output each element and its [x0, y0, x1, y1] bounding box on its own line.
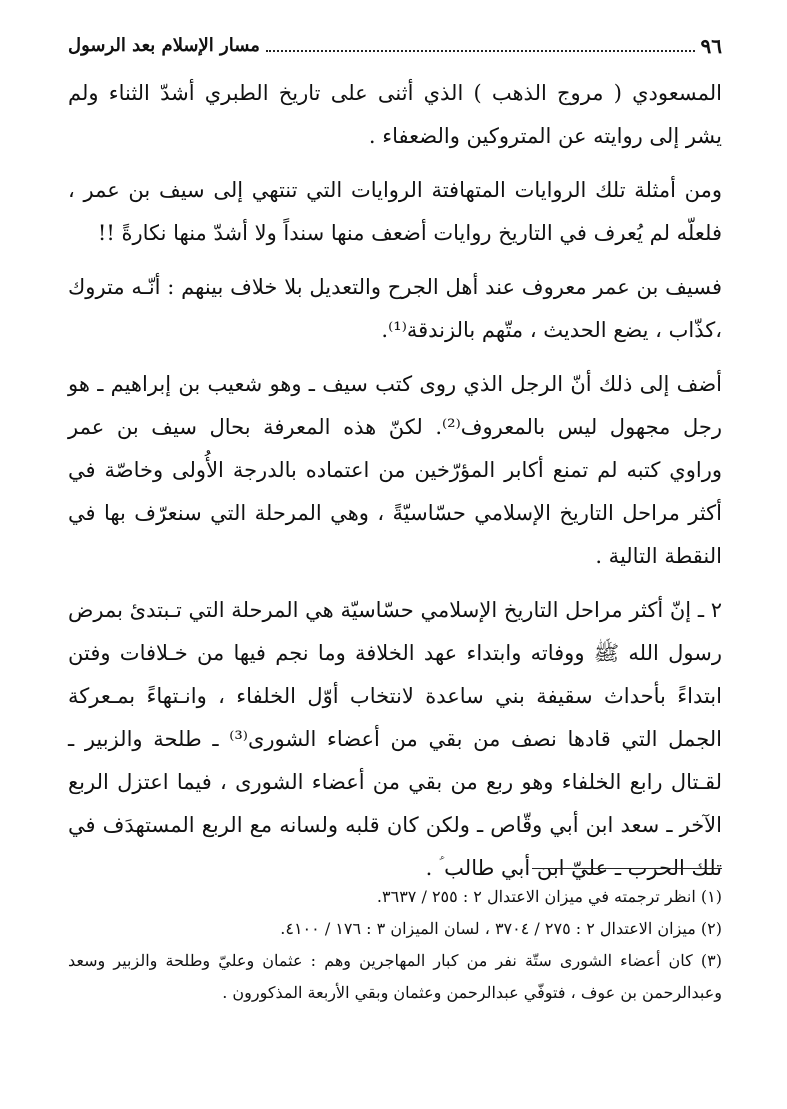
running-title: مسار الإسلام بعد الرسول	[68, 35, 260, 56]
paragraph: فسيف بن عمر معروف عند أهل الجرح والتعديل بلا خلاف بينهم : أنّـه متروك ،كذّاب ، يضع الحديث ، متّهم بالزندقة⁽¹⁾.	[68, 275, 722, 342]
page-number: ٩٦	[700, 34, 722, 58]
footnote-area-wrapper	[68, 0, 722, 1109]
footnotes	[68, 868, 722, 1009]
footnote: (٢) ميزان الاعتدال ٢ : ٢٧٥ / ٣٧٠٤ ، لسان الميزان ٣ : ١٧٦ / ٤١٠٠.	[280, 919, 722, 938]
paragraph: ٢ ـ إنّ أكثر مراحل التاريخ الإسلامي حسّاسيّة هي المرحلة التي تـبتدئ بمرض رسول الله ﷺ ووفاته وابتداء عهد الخلافة وما نجم فيها من خـلافات وفتن ابتداءً بأحداث سقيفة بني ساعدة لانتخاب أوّل الخلفاء ، وانـتهاءً بمـعركة الجمل التي قادها نصف من بقي من أعضاء الشورى⁽³⁾ ـ طلحة والزبير ـ لقـتال رابع الخلفاء وهو ربع من بقي من أعضاء الشورى ، فيما اعتزل الربع الآخر ـ سعد ابن أبي وقّاص ـ ولكن كان قلبه ولسانه مع الربع المستهدَف في تلك الحرب ـ عليّ ابن أبي طالب ؑ .	[68, 598, 722, 880]
paragraph: المسعودي ( مروج الذهب ) الذي أثنى على تاريخ الطبري أشدّ الثناء ولم يشر إلى روايته عن المتروكين والضعفاء .	[68, 81, 722, 148]
paragraph: أضف إلى ذلك أنّ الرجل الذي روى كتب سيف ـ وهو شعيب بن إبراهيم ـ هو رجل مجهول ليس بالمعروف⁽²⁾. لكنّ هذه المعرفة بحال سيف بن عمر وراوي كتبه لم تمنع أكابر المؤرّخين من اعتماده بالدرجة الأُولى وخاصّة في أكثر مراحل التاريخ الإسلامي حسّاسيّةً ، وهي المرحلة التي سنعرّف بها في النقطة التالية .	[68, 372, 722, 568]
footnote: (١) انظر ترجمته في ميزان الاعتدال ٢ : ٢٥٥ / ٣٦٣٧.	[376, 887, 722, 906]
paragraph: ومن أمثلة تلك الروايات المتهافتة الروايات التي تنتهي إلى سيف بن عمر ، فلعلّه لم يُعرف في التاريخ روايات أضعف منها سنداً ولا أشدّ منها نكارةً !!	[68, 178, 722, 245]
footnote: (٣) كان أعضاء الشورى ستّة نفر من كبار المهاجرين وهم : عثمان وعليّ وطلحة والزبير وسعد وعبدالرحمن بن عوف ، فتوفّي عبدالرحمن وعثمان وبقي الأربعة المذكورون .	[68, 951, 722, 1002]
footnote-separator	[532, 868, 722, 869]
